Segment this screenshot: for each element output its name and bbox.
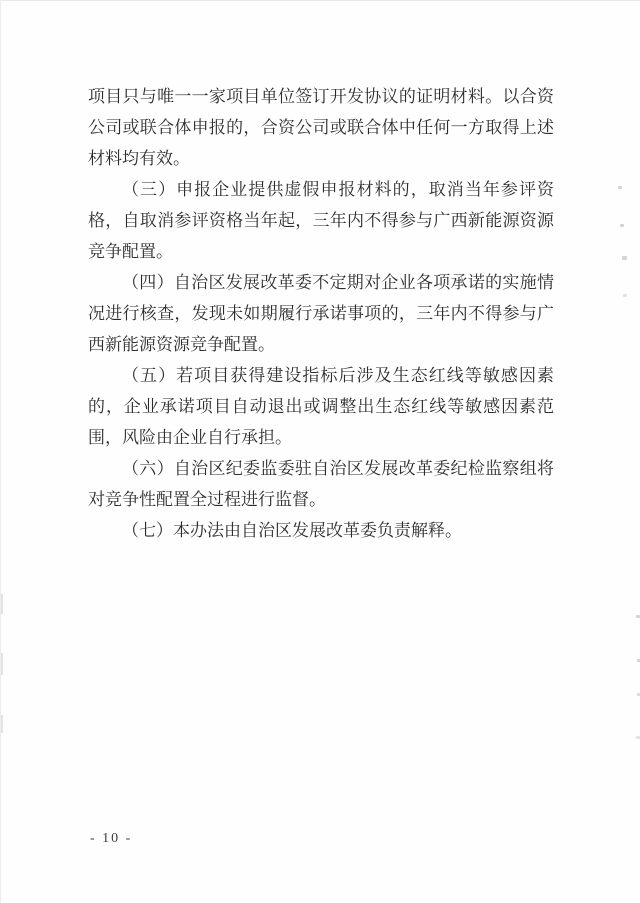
scan-edge-artifact bbox=[1, 653, 3, 675]
paragraph-clause-4: （四）自治区发展改革委不定期对企业各项承诺的实施情况进行核查，发现未如期履行承诺事项的，三年内不得参与广西新能源资源竞争配置。 bbox=[88, 273, 554, 354]
paragraph-clause-6: （六）自治区纪委监委驻自治区发展改革委纪检监察组将对竞争性配置全过程进行监督。 bbox=[88, 459, 554, 509]
scan-artifact bbox=[623, 294, 627, 297]
paragraph-clause-7: （七）本办法由自治区发展改革委负责解释。 bbox=[122, 521, 462, 540]
document-body bbox=[88, 81, 554, 546]
paragraph-clause-5: （五）若项目获得建设指标后涉及生态红线等敏感因素的，企业承诺项目自动退出或调整出生态红线等敏感因素范围，风险由企业自行承担。 bbox=[88, 366, 554, 447]
paragraph-continuation: 项目只与唯一一家项目单位签订开发协议的证明材料。以合资公司或联合体申报的，合资公司或联合体中任何一方取得上述材料均有效。 bbox=[88, 87, 554, 168]
scan-artifact bbox=[622, 256, 627, 260]
scan-edge-artifact bbox=[1, 594, 3, 614]
scan-artifact bbox=[636, 615, 640, 618]
scan-artifact bbox=[636, 736, 640, 739]
paragraph-clause-3: （三）申报企业提供虚假申报材料的，取消当年参评资格，自取消参评资格当年起，三年内不得参与广西新能源资源竞争配置。 bbox=[88, 180, 554, 261]
scan-edge-artifact bbox=[1, 715, 3, 733]
scan-artifact bbox=[618, 186, 622, 189]
scan-artifact bbox=[620, 224, 624, 227]
page-number: - 10 - bbox=[90, 831, 133, 846]
